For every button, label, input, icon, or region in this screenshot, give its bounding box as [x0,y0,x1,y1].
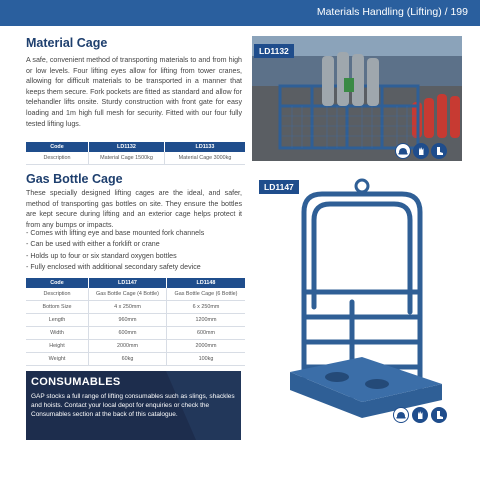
glove-icon [412,407,428,423]
list-item: - Can be used with either a forklift or crane [26,239,246,250]
list-item: - Fully enclosed with additional secondary safety device [26,262,246,273]
gas-bottle-cage-description: These specially designed lifting cages are the ideal, and safer, method of transporting gas bottles on site. They ensure the bottles are kept secure during lifting and an exterior cage helps protect it from any bumps or impacts. [26,189,242,229]
table-cell: 2000mm [167,340,246,353]
list-item: - Comes with lifting eye and base mounted fork channels [26,228,246,239]
table-cell: 600mm [167,327,246,340]
gas-bottle-cage-image [252,172,462,422]
boot-icon [431,143,447,159]
table-cell: 4 x 250mm [89,301,167,314]
table-cell: 960mm [89,314,167,327]
table-header-cell: LD1133 [165,142,246,152]
gas-bottle-cage-features [26,228,246,273]
table-header-cell: LD1132 [89,142,165,152]
table-row [26,340,245,353]
list-item: - Holds up to four or six standard oxygen bottles [26,251,246,262]
hard-hat-icon [395,143,411,159]
header-bar [0,0,480,26]
gas-bottle-cage-spec-table [26,278,245,366]
glove-icon [413,143,429,159]
gas-bottle-cage-image-tag: LD1147 [259,180,299,194]
table-cell: 600mm [89,327,167,340]
table-header-cell: LD1148 [167,278,246,288]
table-row [26,301,245,314]
table-cell: Height [26,340,89,353]
table-header-cell: Code [26,278,89,288]
material-cage-title: Material Cage [26,36,108,50]
consumables-description: GAP stocks a full range of lifting consumables such as slings, shackles and hoists. Contact your local depot for enquiries or check the Consumables section at the back of this catalogue. [31,393,235,418]
table-cell: Width [26,327,89,340]
table-row [26,353,245,366]
material-cage-spec-table [26,142,245,165]
table-cell: Material Cage 1500kg [89,152,165,165]
table-row [26,288,245,301]
table-cell: 1200mm [167,314,246,327]
boot-icon [431,407,447,423]
table-cell: 60kg [89,353,167,366]
gas-bottle-cage-title: Gas Bottle Cage [26,172,123,186]
hard-hat-icon [393,407,409,423]
table-row [26,314,245,327]
table-cell: Bottom Size [26,301,89,314]
table-row [26,327,245,340]
table-cell: Description [26,152,89,165]
table-cell: 100kg [167,353,246,366]
page-header-title: Materials Handling (Lifting) / 199 [316,6,468,18]
table-header-cell: LD1147 [89,278,167,288]
table-cell: 2000mm [89,340,167,353]
consumables-title: CONSUMABLES [31,376,121,388]
table-cell: 6 x 250mm [167,301,246,314]
table-cell: Gas Bottle Cage (4 Bottle) [89,288,167,301]
table-cell: Weight [26,353,89,366]
material-cage-image-tag: LD1132 [254,44,294,58]
table-row [26,152,245,165]
table-cell: Description [26,288,89,301]
table-cell: Material Cage 3000kg [165,152,246,165]
material-cage-description: A safe, convenient method of transporting materials to and from high or low levels. Four lifting eyes allow for lifting from tower cranes, allowing for difficult materials to be transported in a manner that keeps them secure. Fork pockets are fitted as standard and allow for telehandler lifts onsite. Sturdy construction with front gate for easy loading and 1m high full mesh for security. Fitted with our four fully tested lifting lugs. [26,56,242,128]
table-cell: Gas Bottle Cage (6 Bottle) [167,288,246,301]
table-cell: Length [26,314,89,327]
table-header-cell: Code [26,142,89,152]
consumables-panel [26,371,241,440]
